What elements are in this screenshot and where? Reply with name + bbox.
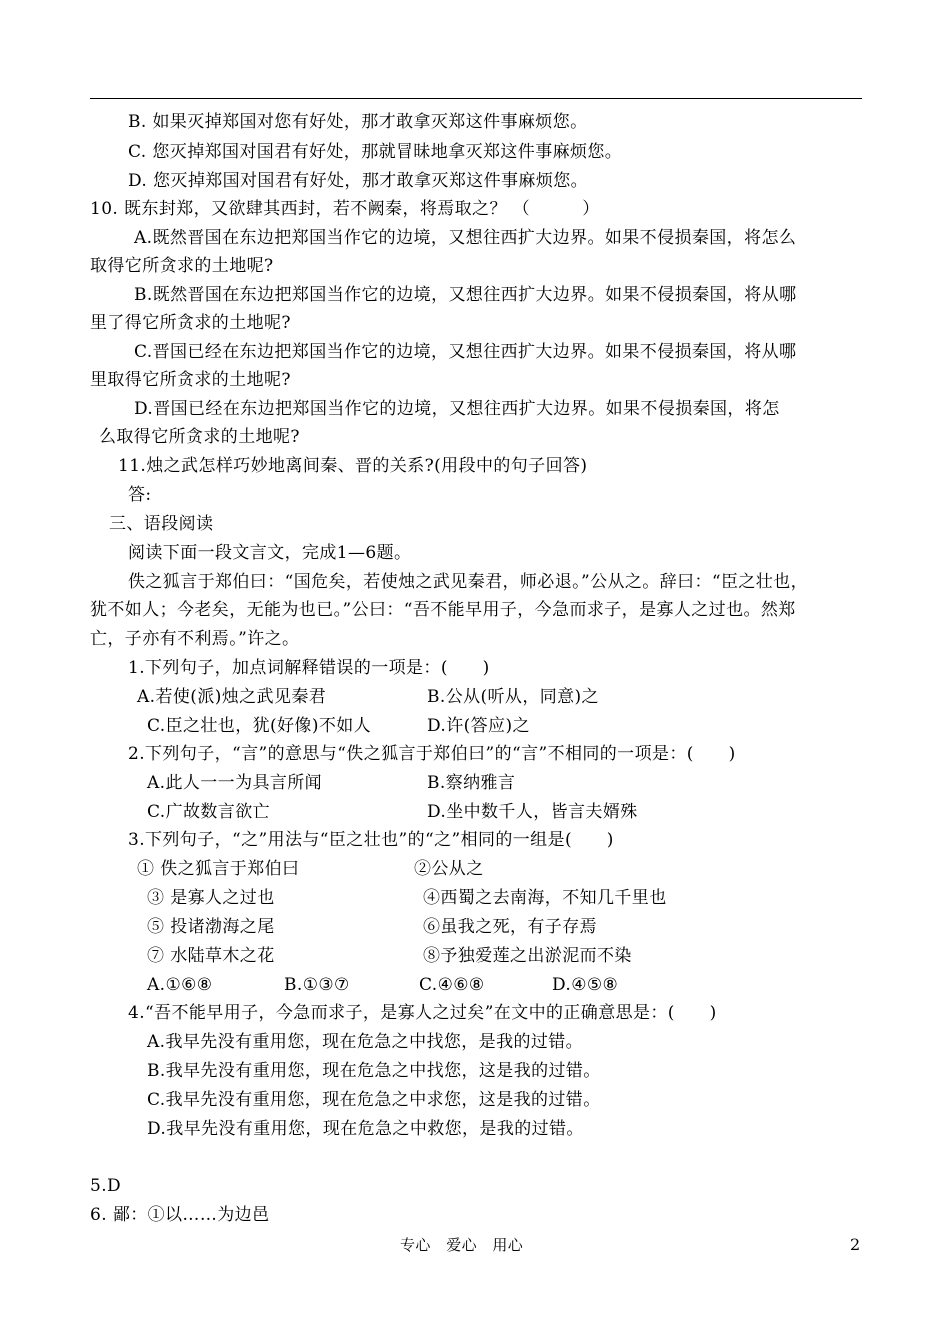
passage-line-2: 犹不如人；今老矣，无能为也已。”公曰：“吾不能早用子，今急而求子，是寡人之过也。然郑 bbox=[90, 600, 796, 620]
q10-option-a-line2: 取得它所贪求的土地呢? bbox=[90, 256, 274, 276]
s3-item-3: ③ 是寡人之过也 bbox=[147, 888, 275, 908]
s3-option-c: C.④⑥⑧ bbox=[419, 975, 485, 995]
s4-option-c: C.我早先没有重用您，现在危急之中求您，这是我的过错。 bbox=[147, 1090, 601, 1110]
q10-option-a-line1: A.既然晋国在东边把郑国当作它的边境，又想往西扩大边界。如果不侵损秦国，将怎么 bbox=[134, 228, 797, 248]
s3-item-5: ⑤ 投诸渤海之尾 bbox=[147, 917, 275, 937]
page-number: 2 bbox=[850, 1235, 861, 1254]
s4-stem: 4.“吾不能早用子，今急而求子，是寡人之过矣”在文中的正确意思是：( ) bbox=[128, 1003, 717, 1023]
q10-option-d-line1: D.晋国已经在东边把郑国当作它的边境，又想往西扩大边界。如果不侵损秦国，将怎 bbox=[134, 399, 780, 419]
s3-option-d: D.④⑤⑧ bbox=[552, 975, 619, 995]
q10-option-b-line1: B.既然晋国在东边把郑国当作它的边境，又想往西扩大边界。如果不侵损秦国，将从哪 bbox=[134, 285, 797, 305]
s2-option-b: B.察纳雅言 bbox=[427, 773, 516, 793]
s3-option-b: B.①③⑦ bbox=[284, 975, 350, 995]
q9-option-c: C. 您灭掉郑国对国君有好处，那就冒昧地拿灭郑这件事麻烦您。 bbox=[128, 142, 623, 162]
s3-item-7: ⑦ 水陆草木之花 bbox=[147, 946, 275, 966]
header-rule bbox=[90, 98, 862, 99]
q11-stem: 11.烛之武怎样巧妙地离间秦、晋的关系?(用段中的句子回答) bbox=[118, 456, 588, 476]
s3-item-1: ① 佚之狐言于郑伯曰 bbox=[137, 859, 300, 879]
q10-option-c-line1: C.晋国已经在东边把郑国当作它的边境，又想往西扩大边界。如果不侵损秦国，将从哪 bbox=[134, 342, 797, 362]
s4-option-d: D.我早先没有重用您，现在危急之中救您，是我的过错。 bbox=[147, 1119, 584, 1139]
s6-answer: 6. 鄙：①以……为边邑 bbox=[90, 1205, 270, 1225]
s1-option-b: B.公从(听从，同意)之 bbox=[427, 687, 599, 707]
s2-stem: 2.下列句子，“言”的意思与“佚之狐言于郑伯曰”的“言”不相同的一项是：( ) bbox=[128, 744, 736, 764]
s3-item-8: ⑧予独爱莲之出淤泥而不染 bbox=[423, 946, 632, 966]
s1-option-c: C.臣之壮也，犹(好像)不如人 bbox=[147, 716, 372, 736]
q10-stem: 10. 既东封郑，又欲肆其西封，若不阙秦，将焉取之？ （ ） bbox=[90, 199, 600, 219]
section-heading: 三、语段阅读 bbox=[109, 514, 214, 534]
s1-option-d: D.许(答应)之 bbox=[427, 716, 530, 736]
footer-motto: 专心 爱心 用心 bbox=[400, 1236, 524, 1254]
s2-option-c: C.广故数言欲亡 bbox=[147, 802, 271, 822]
s2-option-d: D.坐中数千人，皆言夫婿殊 bbox=[427, 802, 638, 822]
q9-option-b: B. 如果灭掉郑国对您有好处，那才敢拿灭郑这件事麻烦您。 bbox=[128, 112, 588, 132]
s5-answer: 5.D bbox=[90, 1176, 122, 1196]
q11-answer-label: 答: bbox=[128, 485, 152, 505]
s4-option-b: B.我早先没有重用您，现在危急之中找您，这是我的过错。 bbox=[147, 1061, 601, 1081]
passage-line-3: 亡，子亦有不利焉。”许之。 bbox=[90, 629, 300, 649]
section-intro: 阅读下面一段文言文，完成1—6题。 bbox=[128, 543, 412, 563]
passage-line-1: 佚之狐言于郑伯曰：“国危矣，若使烛之武见秦君，师必退。”公从之。辞曰：“臣之壮也， bbox=[128, 572, 808, 592]
q10-option-c-line2: 里取得它所贪求的土地呢? bbox=[90, 370, 291, 390]
q10-option-b-line2: 里了得它所贪求的土地呢? bbox=[90, 313, 291, 333]
s3-item-6: ⑥虽我之死，有子存焉 bbox=[423, 917, 597, 937]
s3-stem: 3.下列句子，“之”用法与“臣之壮也”的“之”相同的一组是( ) bbox=[128, 830, 614, 850]
s3-item-4: ④西蜀之去南海，不知几千里也 bbox=[423, 888, 667, 908]
s3-item-2: ②公从之 bbox=[414, 859, 484, 879]
s2-option-a: A.此人一一为具言所闻 bbox=[147, 773, 323, 793]
s1-stem: 1.下列句子，加点词解释错误的一项是：( ) bbox=[128, 658, 490, 678]
s3-option-a: A.①⑥⑧ bbox=[147, 975, 213, 995]
q9-option-d: D. 您灭掉郑国对国君有好处，那才敢拿灭郑这件事麻烦您。 bbox=[128, 171, 589, 191]
q10-option-d-line2: 么取得它所贪求的土地呢? bbox=[99, 427, 300, 447]
s4-option-a: A.我早先没有重用您，现在危急之中找您，是我的过错。 bbox=[147, 1032, 584, 1052]
s1-option-a: A.若使(派)烛之武见秦君 bbox=[137, 687, 327, 707]
